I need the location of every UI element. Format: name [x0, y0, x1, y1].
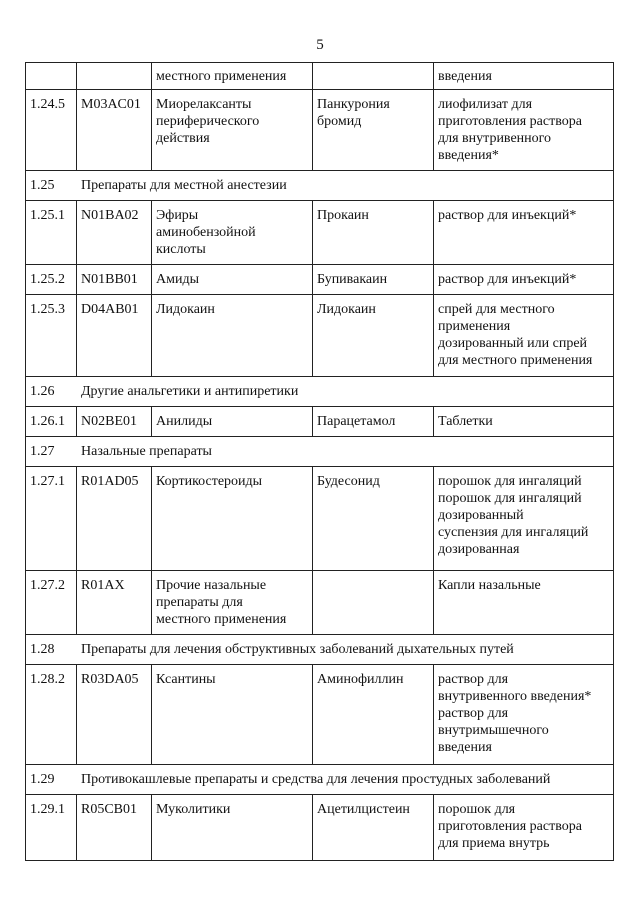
table-row [26, 201, 614, 265]
cell-code: 1.25.1 [26, 201, 77, 265]
cell-atc: M03AC01 [77, 90, 152, 171]
table-row [26, 63, 614, 90]
table-row [26, 795, 614, 861]
section-code: 1.27 [30, 444, 55, 459]
table-row [26, 90, 614, 171]
cell-atc: R01AD05 [77, 467, 152, 571]
cell-form: Капли назальные [434, 571, 614, 635]
section-code: 1.28 [30, 642, 55, 657]
section-heading [26, 171, 614, 201]
cell-form: спрей для местного применения дозированный или спрей для местного применения [434, 295, 614, 377]
cell-drug: Бупивакаин [313, 265, 434, 295]
cell-atc [77, 63, 152, 90]
cell-code: 1.28.2 [26, 665, 77, 765]
section-row [26, 635, 614, 665]
table-row [26, 407, 614, 437]
cell-group: Лидокаин [152, 295, 313, 377]
table-row [26, 571, 614, 635]
table-row [26, 467, 614, 571]
cell-drug [313, 571, 434, 635]
cell-atc: N02BE01 [77, 407, 152, 437]
section-heading [26, 635, 614, 665]
table-row [26, 665, 614, 765]
cell-code: 1.27.2 [26, 571, 77, 635]
cell-group: Ксантины [152, 665, 313, 765]
cell-drug: Будесонид [313, 467, 434, 571]
table-row [26, 295, 614, 377]
cell-code: 1.24.5 [26, 90, 77, 171]
cell-code: 1.26.1 [26, 407, 77, 437]
cell-drug: Парацетамол [313, 407, 434, 437]
cell-code [26, 63, 77, 90]
cell-group: Анилиды [152, 407, 313, 437]
section-row [26, 437, 614, 467]
cell-code: 1.25.2 [26, 265, 77, 295]
cell-form: раствор для инъекций* [434, 201, 614, 265]
cell-atc: D04AB01 [77, 295, 152, 377]
cell-code: 1.29.1 [26, 795, 77, 861]
cell-group: Прочие назальные препараты для местного применения [152, 571, 313, 635]
cell-atc: N01BB01 [77, 265, 152, 295]
section-code: 1.26 [30, 384, 55, 399]
section-row [26, 765, 614, 795]
cell-group: Миорелаксанты периферического действия [152, 90, 313, 171]
section-code: 1.25 [30, 178, 55, 193]
cell-drug [313, 63, 434, 90]
cell-atc: R01AX [77, 571, 152, 635]
section-title: Препараты для лечения обструктивных заболеваний дыхательных путей [81, 642, 514, 657]
cell-atc: R03DA05 [77, 665, 152, 765]
cell-form: раствор для инъекций* [434, 265, 614, 295]
page-number: 5 [316, 37, 324, 53]
cell-form: раствор для внутривенного введения* раствор для внутримышечного введения [434, 665, 614, 765]
cell-group: Кортикостероиды [152, 467, 313, 571]
section-title: Препараты для местной анестезии [81, 178, 287, 193]
cell-code: 1.25.3 [26, 295, 77, 377]
section-heading [26, 377, 614, 407]
cell-group: местного применения [152, 63, 313, 90]
cell-drug: Лидокаин [313, 295, 434, 377]
cell-form: порошок для приготовления раствора для приема внутрь [434, 795, 614, 861]
section-code: 1.29 [30, 772, 55, 787]
section-row [26, 171, 614, 201]
cell-drug: Аминофиллин [313, 665, 434, 765]
section-title: Другие анальгетики и антипиретики [81, 384, 299, 399]
cell-drug: Прокаин [313, 201, 434, 265]
cell-atc: R05CB01 [77, 795, 152, 861]
cell-group: Амиды [152, 265, 313, 295]
cell-group: Эфиры аминобензойной кислоты [152, 201, 313, 265]
cell-atc: N01BA02 [77, 201, 152, 265]
section-title: Противокашлевые препараты и средства для лечения простудных заболеваний [81, 772, 551, 787]
drug-table [25, 62, 614, 861]
cell-group: Муколитики [152, 795, 313, 861]
section-row [26, 377, 614, 407]
cell-drug: Панкурония бромид [313, 90, 434, 171]
cell-form: Таблетки [434, 407, 614, 437]
section-heading [26, 765, 614, 795]
table-row [26, 265, 614, 295]
cell-form: лиофилизат для приготовления раствора для внутривенного введения* [434, 90, 614, 171]
section-heading [26, 437, 614, 467]
cell-form: введения [434, 63, 614, 90]
cell-drug: Ацетилцистеин [313, 795, 434, 861]
section-title: Назальные препараты [81, 444, 212, 459]
cell-code: 1.27.1 [26, 467, 77, 571]
cell-form: порошок для ингаляций порошок для ингаляций дозированный суспензия для ингаляций дозированная [434, 467, 614, 571]
